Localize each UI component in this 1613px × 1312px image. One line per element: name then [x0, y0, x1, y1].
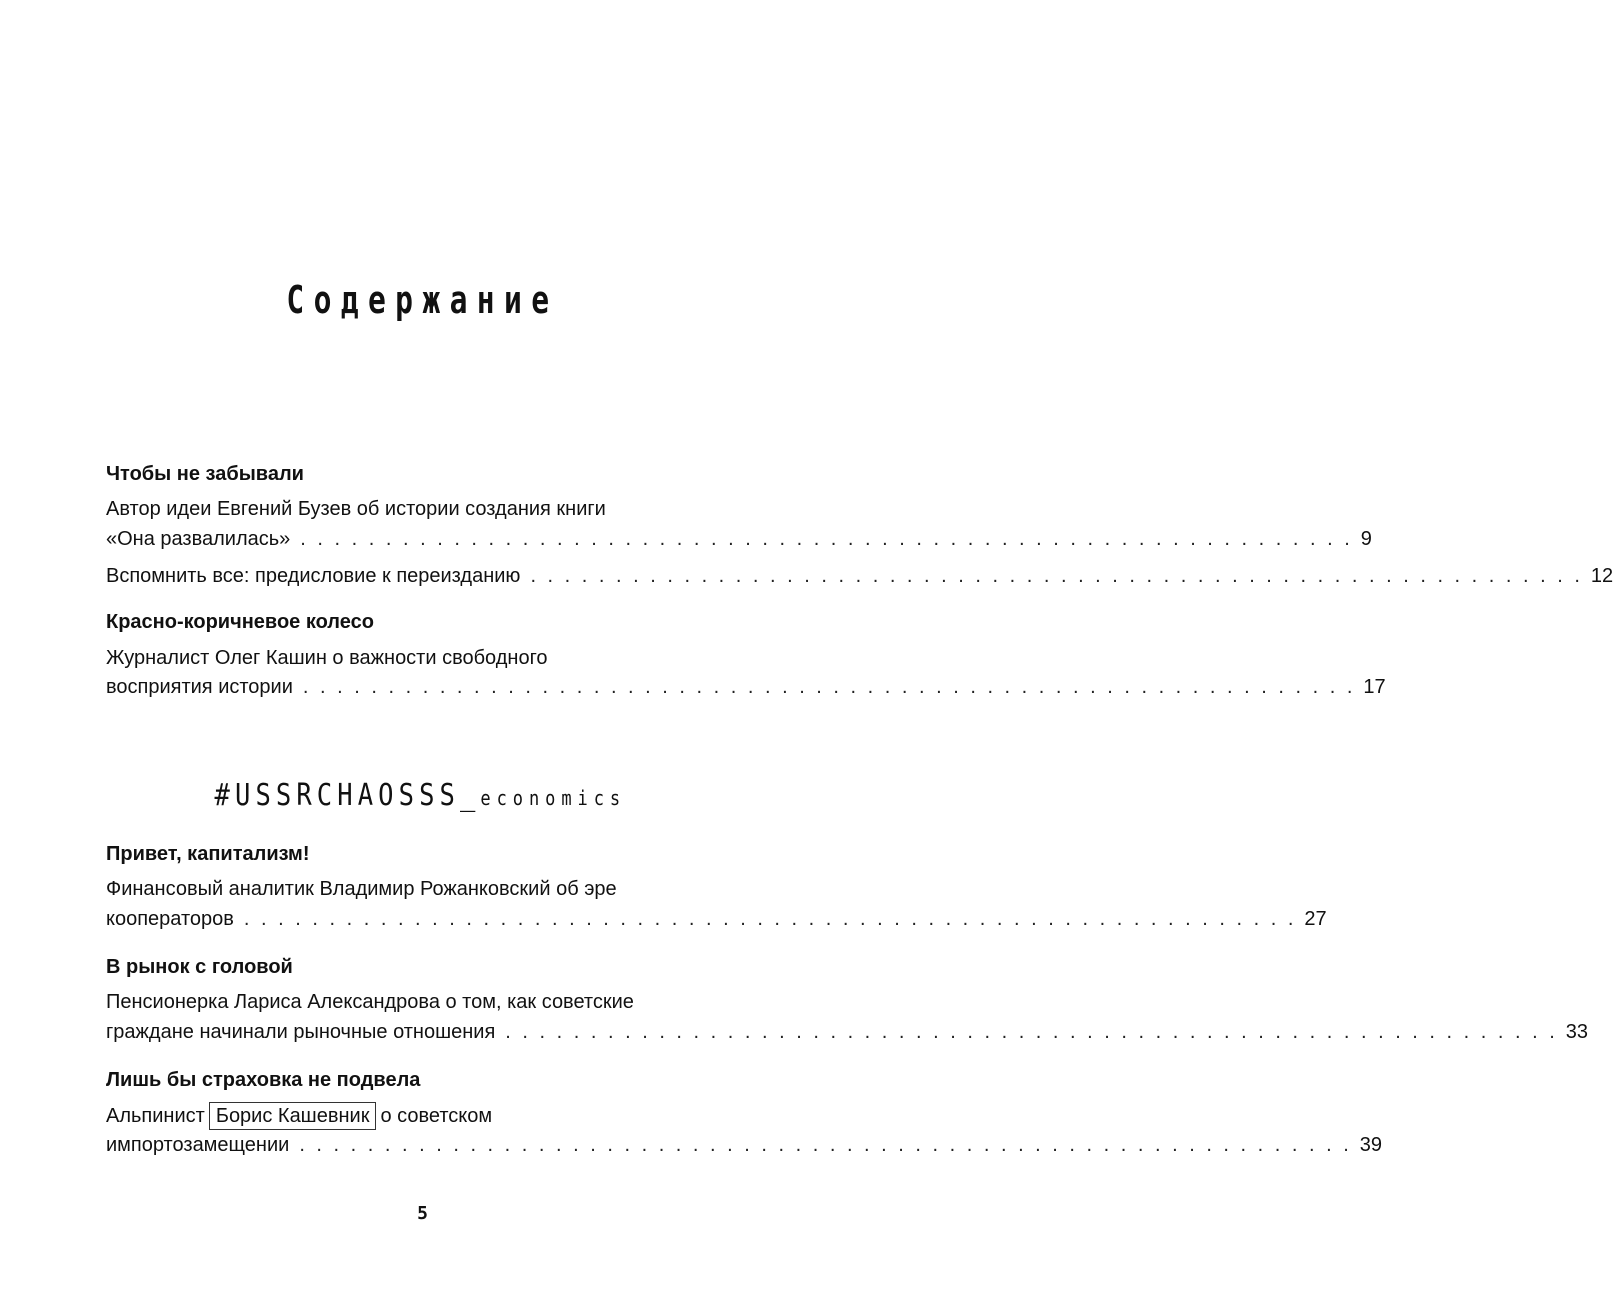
toc-entry-text: «Она развалилась» — [106, 528, 291, 550]
toc-entry-text-before: Альпинист — [106, 1105, 205, 1127]
leader-dots: . . . . . . . . . . . . . . . . . . . . . . . . . . . . . . . . . . . . . . . . . . . . . . . . . . . . . . . . . . . . . . — [302, 676, 1356, 698]
toc-entry-3-line2[interactable] — [106, 675, 1386, 699]
leader-dots: . . . . . . . . . . . . . . . . . . . . . . . . . . . . . . . . . . . . . . . . . . . . . . . . . . . . . . . . . . . . . . — [505, 1021, 1558, 1043]
leader-dots: . . . . . . . . . . . . . . . . . . . . . . . . . . . . . . . . . . . . . . . . . . . . . . . . . . . . . . . . . . . . . . — [243, 908, 1297, 930]
highlighted-name-box[interactable]: Борис Кашевник — [209, 1102, 377, 1130]
toc-heading-5: Лишь бы страховка не подвела — [106, 1069, 421, 1091]
toc-entry-5-line2[interactable] — [106, 1020, 1589, 1044]
toc-heading-3: Привет, капитализм! — [106, 843, 310, 865]
page-number: 27 — [1304, 908, 1327, 930]
page-number: 9 — [1360, 528, 1372, 550]
page-title: Содержание — [286, 278, 559, 322]
section-title-small: economics — [480, 786, 627, 810]
toc-heading-2: Красно-коричневое колесо — [106, 611, 374, 633]
toc-entry-6-line2[interactable] — [106, 1133, 1383, 1157]
toc-entry-3-line1: Журналист Олег Кашин о важности свободного — [106, 647, 548, 669]
toc-entry-text-after: о советском — [380, 1105, 493, 1127]
toc-entry-4-line2[interactable] — [106, 907, 1327, 931]
toc-heading-4: В рынок с головой — [106, 956, 293, 978]
folio-page-number: 5 — [417, 1203, 428, 1224]
toc-entry-5-line1: Пенсионерка Лариса Александрова о том, как советские — [106, 991, 634, 1013]
toc-entry-text: граждане начинали рыночные отношения — [106, 1021, 496, 1043]
leader-dots: . . . . . . . . . . . . . . . . . . . . . . . . . . . . . . . . . . . . . . . . . . . . . . . . . . . . . . . . . . . . . . — [530, 565, 1583, 587]
toc-entry-1-line2[interactable] — [106, 527, 1372, 551]
toc-entry-2[interactable] — [106, 564, 1613, 588]
toc-entry-text: восприятия истории — [106, 676, 293, 698]
toc-entry-6-line1 — [106, 1102, 708, 1130]
toc-heading-1: Чтобы не забывали — [106, 463, 304, 485]
toc-entry-1-line1: Автор идеи Евгений Бузев об истории создания книги — [106, 498, 606, 520]
section-title — [61, 776, 779, 818]
leader-dots: . . . . . . . . . . . . . . . . . . . . . . . . . . . . . . . . . . . . . . . . . . . . . . . . . . . . . . . . . . . . . . — [299, 1134, 1352, 1156]
page-number: 33 — [1565, 1021, 1589, 1043]
leader-dots: . . . . . . . . . . . . . . . . . . . . . . . . . . . . . . . . . . . . . . . . . . . . . . . . . . . . . . . . . . . . . . — [300, 528, 1353, 550]
section-title-main: #USSRCHAOSSS_ — [214, 778, 481, 813]
page-number: 12 — [1590, 565, 1613, 587]
page-number: 17 — [1363, 676, 1386, 698]
toc-entry-text: импортозамещении — [106, 1134, 290, 1156]
toc-entry-4-line1: Финансовый аналитик Владимир Рожанковский об эре — [106, 878, 617, 900]
toc-entry-text: кооператоров — [106, 908, 234, 930]
page-number: 39 — [1359, 1134, 1383, 1156]
toc-entry-text: Вспомнить все: предисловие к переизданию — [106, 565, 521, 587]
